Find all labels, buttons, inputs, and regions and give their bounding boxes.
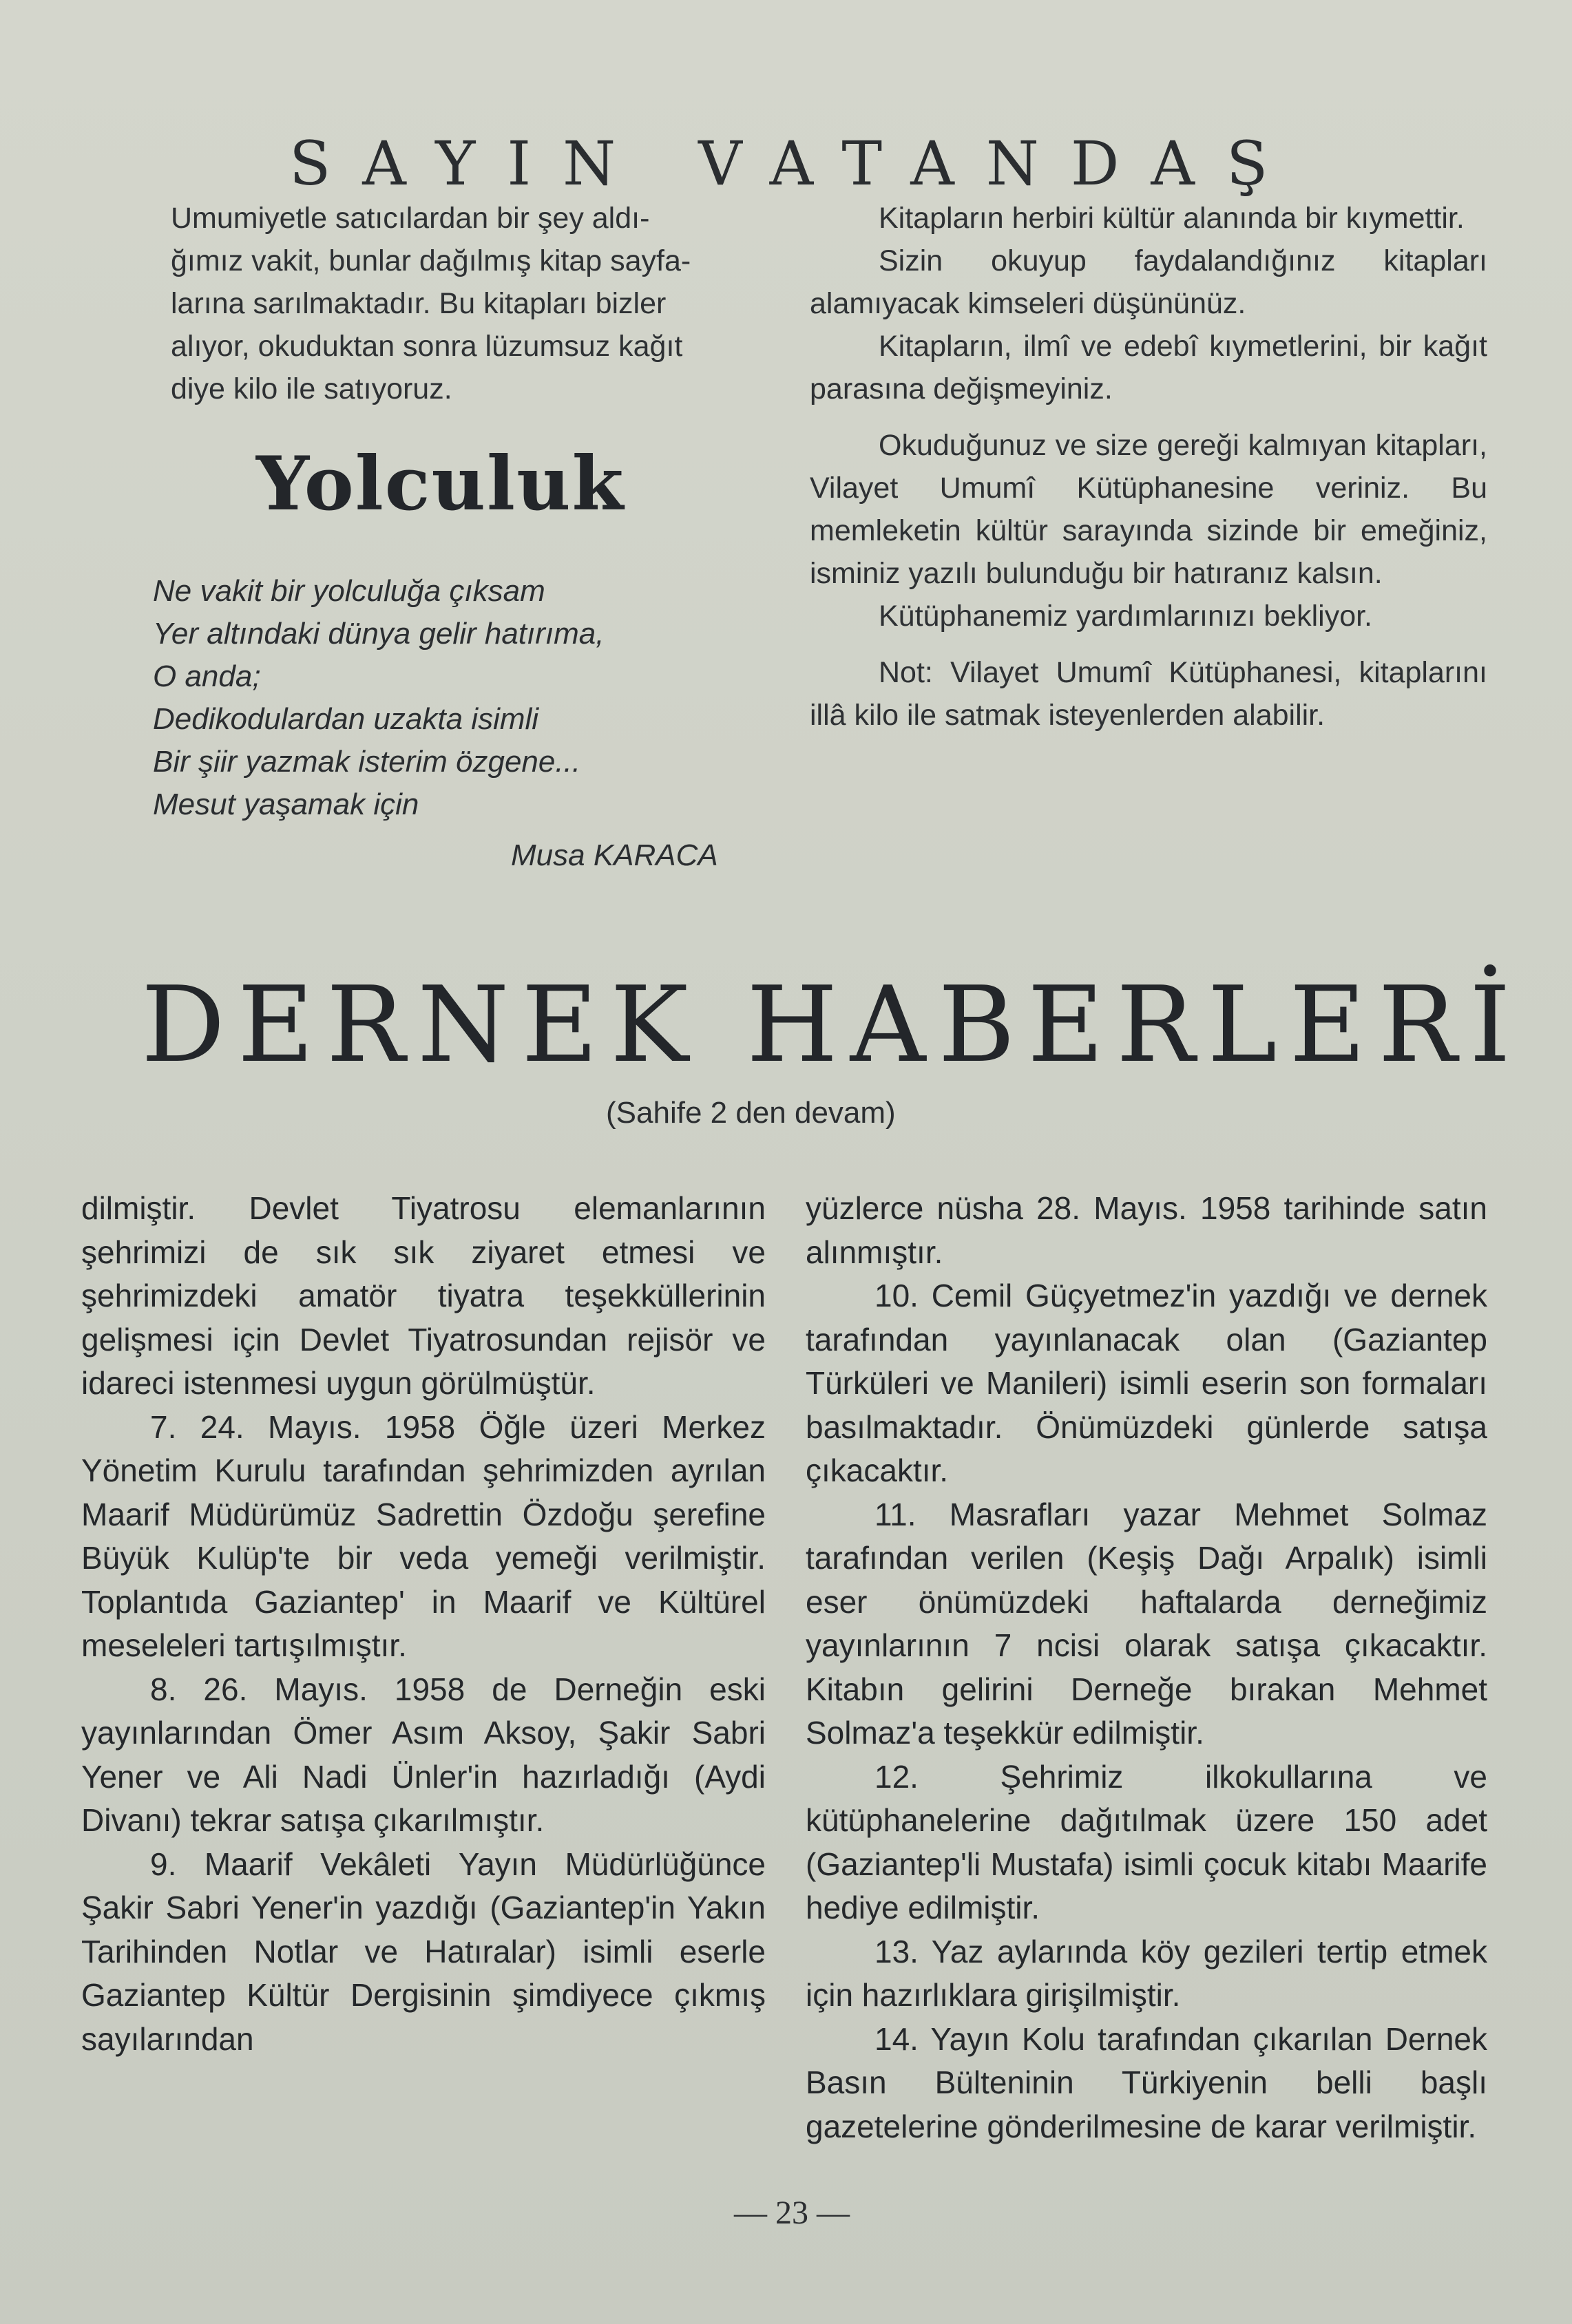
news-paragraph: 9. Maarif Vekâleti Yayın Müdürlüğünce Şakir Sabri Yener'in yazdığı (Gaziantep'in Yakın Tarihinden Notlar ve Hatıralar) isimli eserle Gaziantep Kültür Dergisinin şimdiyece çıkmış sayılarından xyxy=(81,1846,766,2057)
news-column-left xyxy=(81,1187,766,2061)
poem-line: O anda; xyxy=(153,659,261,693)
news-paragraph: 7. 24. Mayıs. 1958 Öğle üzeri Merkez Yönetim Kurulu tarafından şehrimizden ayrılan Maarif Müdürümüz Sadrettin Özdoğu şerefine Büyük Kulüp'te bir veda yemeği verilmiştir. Toplantıda Gaziantep' in Maarif ve Kültürel meseleleri tartışılmıştır. xyxy=(81,1408,766,1663)
poem-line: Ne vakit bir yolculuğa çıksam xyxy=(153,574,545,608)
right-notice xyxy=(810,197,1487,737)
news-paragraph: 11. Masrafları yazar Mehmet Solmaz tarafından verilen (Keşiş Dağı Arpalık) isimli eser önümüzdeki haftalarda derneğimiz yayınlarının 7 ncisi olarak satışa çıkacaktır. Kitabın gelirini Derneğe bırakan Mehmet Solmaz'a teşekkür edilmiştir. xyxy=(806,1496,1487,1751)
right-notice-paragraph: Not: Vilayet Umumî Kütüphanesi, kitaplarını illâ kilo ile satmak isteyenlerden alabilir. xyxy=(810,656,1487,732)
right-notice-paragraph: Kütüphanemiz yardımlarınızı bekliyor. xyxy=(879,600,1372,633)
news-paragraph: 13. Yaz aylarında köy gezileri tertip etmek için hazırlıklara girişilmiştir. xyxy=(806,1933,1487,2013)
section-subtitle: (Sahife 2 den devam) xyxy=(606,1096,896,1130)
poem-title: Yolculuk xyxy=(256,441,625,527)
news-paragraph: 14. Yayın Kolu tarafından çıkarılan Dernek Basın Bülteninin Türkiyenin belli başlı gazetelerine gönderilmesine de karar verilmiştir. xyxy=(806,2020,1487,2144)
news-paragraph: 12. Şehrimiz ilkokullarına ve kütüphanelerine dağıtılmak üzere 150 adet (Gaziantep'li Mustafa) isimli çocuk kitabı Maarife hediye edilmiştir. xyxy=(806,1758,1487,1925)
left-notice-line: ğımız vakit, bunlar dağılmış kitap sayfa- xyxy=(171,244,691,277)
left-notice-line: diye kilo ile satıyoruz. xyxy=(171,372,452,405)
news-paragraph: dilmiştir. Devlet Tiyatrosu elemanlarının şehrimizi de sık sık ziyaret etmesi ve şehrimizdeki amatör tiyatra teşekküllerinin gelişmesi için Devlet Tiyatrosundan rejisör ve idareci istenmesi uygun görülmüştür. xyxy=(81,1190,766,1401)
left-notice xyxy=(171,197,766,410)
news-paragraph: 8. 26. Mayıs. 1958 de Derneğin eski yayınlarından Ömer Asım Aksoy, Şakir Sabri Yener ve Ali Nadi Ünler'in hazırladığı (Aydi Divanı) tekrar satışa çıkarılmıştır. xyxy=(81,1671,766,1838)
poem xyxy=(153,570,759,877)
section-title: DERNEK HABERLERİ xyxy=(141,964,1523,1086)
left-notice-line: larına sarılmaktadır. Bu kitapları bizler xyxy=(171,287,667,320)
poem-line: Bir şiir yazmak isterim özgene... xyxy=(153,745,581,779)
news-paragraph: yüzlerce nüsha 28. Mayıs. 1958 tarihinde satın alınmıştır. xyxy=(806,1190,1487,1270)
right-notice-paragraph: Okuduğunuz ve size gereği kalmıyan kitapları, Vilayet Umumî Kütüphanesine veriniz. Bu memleketin kültür sarayında sizinde bir emeğiniz, isminiz yazılı bulunduğu bir hatıranız kalsın. xyxy=(810,429,1487,590)
poem-line: Yer altındaki dünya gelir hatırıma, xyxy=(153,617,605,651)
page-number: — 23 — xyxy=(734,2195,850,2231)
poem-line: Dedikodulardan uzakta isimli xyxy=(153,702,539,736)
left-notice-line: Umumiyetle satıcılardan bir şey aldı- xyxy=(171,202,650,235)
news-paragraph: 10. Cemil Güçyetmez'in yazdığı ve dernek tarafından yayınlanacak olan (Gaziantep Türküleri ve Manileri) isimli eserin son formaları basılmaktadır. Önümüzdeki günlerde satışa çıkacaktır. xyxy=(806,1278,1487,1488)
right-notice-paragraph: Sizin okuyup faydalandığınız kitapları alamıyacak kimseleri düşününüz. xyxy=(810,244,1487,320)
poem-line: Mesut yaşamak için xyxy=(153,788,419,821)
notice-heading: SAYIN VATANDAŞ xyxy=(289,128,1300,199)
news-column-right xyxy=(806,1187,1487,2148)
poem-author: Musa KARACA xyxy=(511,838,718,872)
right-notice-paragraph: Kitapların herbiri kültür alanında bir kıymettir. xyxy=(879,202,1465,235)
right-notice-paragraph: Kitapların, ilmî ve edebî kıymetlerini, bir kağıt parasına değişmeyiniz. xyxy=(810,330,1487,405)
left-notice-line: alıyor, okuduktan sonra lüzumsuz kağıt xyxy=(171,330,683,363)
